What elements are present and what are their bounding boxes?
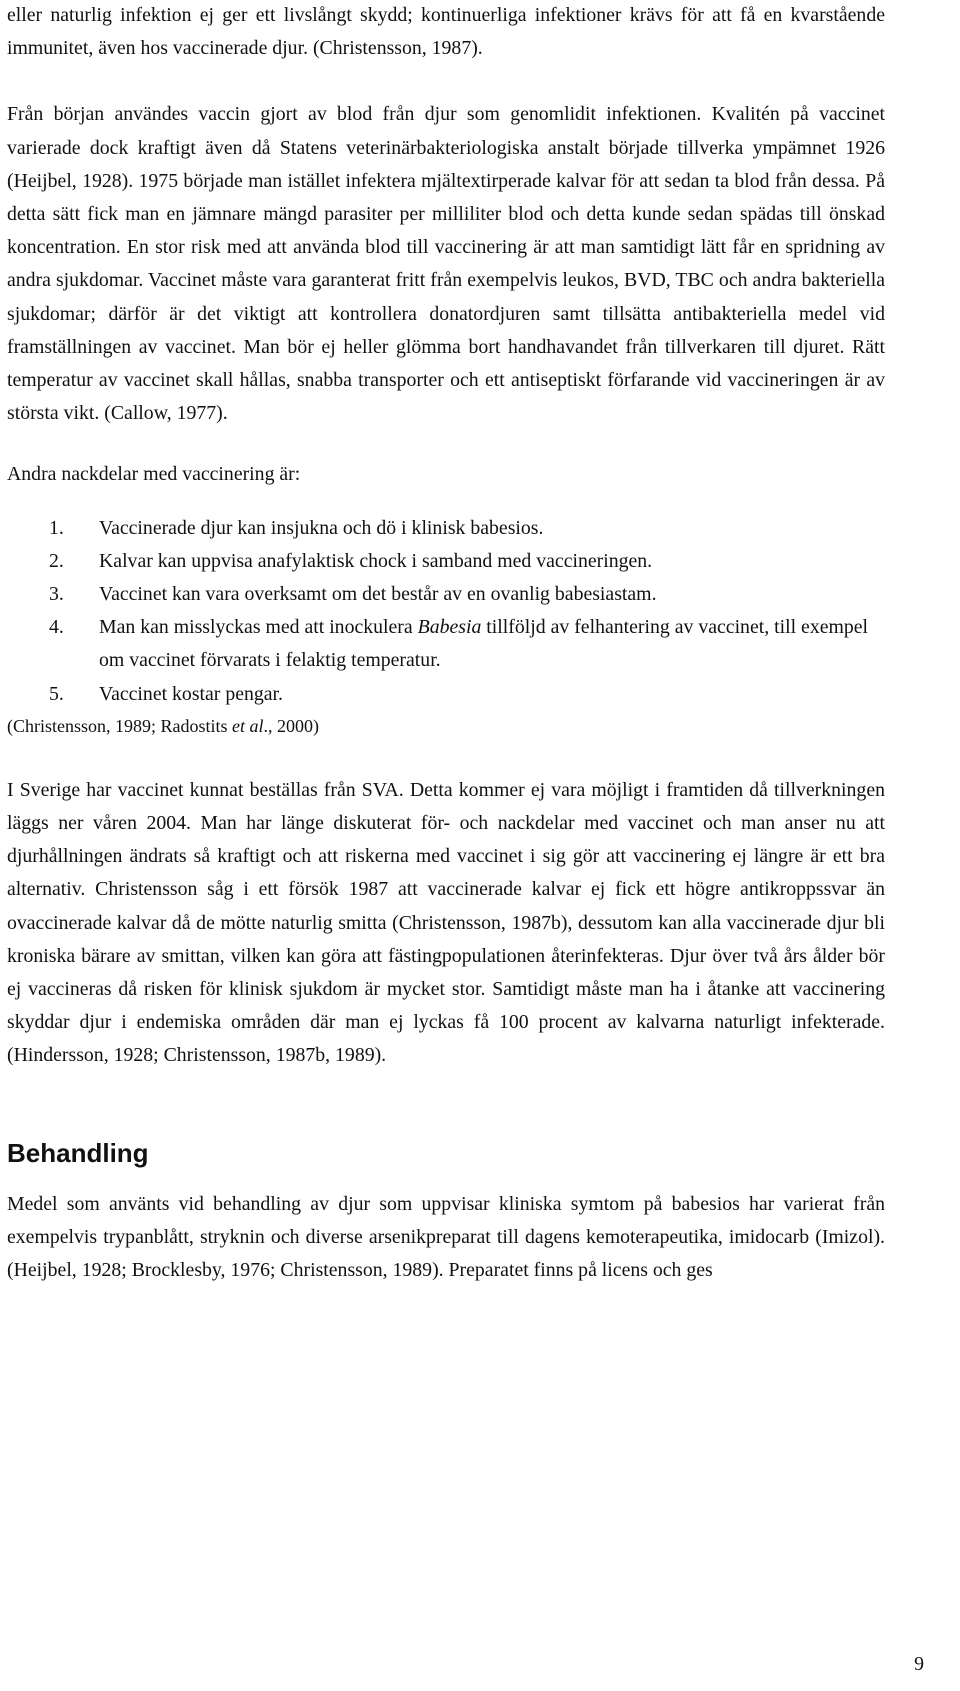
paragraph-vaccine-history xyxy=(7,98,885,430)
list-item-number: 5. xyxy=(49,682,64,705)
list-item-number: 4. xyxy=(49,616,64,639)
list-item-number: 1. xyxy=(49,516,64,539)
list-item-text: Vaccinet kostar pengar. xyxy=(99,682,283,705)
paragraph-immunity: eller naturlig infektion ej ger ett livslångt skydd; kontinuerliga infektioner krävs för att få en kvarstående immunitet, även hos vaccinerade djur. (Christensson, 1987). xyxy=(7,4,885,60)
list-item xyxy=(7,611,885,677)
refs-italic: et al xyxy=(232,715,264,736)
list-item-text-italic: Babesia xyxy=(417,616,482,639)
list-item-text: Kalvar kan uppvisa anafylaktisk chock i samband med vaccineringen. xyxy=(99,549,653,572)
list-item xyxy=(7,578,885,611)
list-item xyxy=(7,545,885,578)
list-item-text: Vaccinet kan vara overksamt om det består av en ovanlig babesiastam. xyxy=(99,583,657,606)
list-item-text: Vaccinerade djur kan insjukna och dö i klinisk babesios. xyxy=(99,516,544,539)
list-item-number: 2. xyxy=(49,549,64,572)
document-page xyxy=(7,0,885,1287)
paragraph-drawbacks-intro: Andra nackdelar med vaccinering är: xyxy=(7,463,301,486)
list-item-number: 3. xyxy=(49,583,64,606)
drawbacks-list xyxy=(7,512,885,711)
list-item xyxy=(7,678,885,711)
paragraph-sweden-vaccine: I Sverige har vaccinet kunnat beställas från SVA. Detta kommer ej vara möjligt i framtiden då tillverkningen läggs ner våren 2004. Man har länge diskuterat för- och nackdelar med vaccinet och man anser nu att djurhållningen ändrats så kraftigt och att riskerna med vaccinet i sig gör att vaccinering ej längre är ett bra alternativ. Christensson såg i ett försök 1987 att vaccinerade kalvar ej fick ett högre antikroppssvar än ovaccinerade kalvar då de mötte naturlig smitta (Christensson, 1987b), dessutom kan alla vaccinerade djur bli kroniska bärare av smittan, vilken kan göra att fästingpopulationen återinfekteras. Djur över två års ålder bör ej vaccineras då risken för klinisk sjukdom är mycket stor. Samtidigt måste man ha i åtanke att vaccinering skyddar djur i endemiska områden där man ej lyckas få 100 procent av kalvarna naturligt infekterade. (Hindersson, 1928; Christensson, 1987b, 1989). xyxy=(7,778,885,1067)
list-references xyxy=(7,711,885,741)
list-item-text-before: Man kan misslyckas med att inockulera xyxy=(99,616,418,639)
refs-before: (Christensson, 1989; Radostits xyxy=(7,715,233,736)
list-item-text-after: tillföljd av felhantering av vaccinet, till exempel om vaccinet förvarats i felaktig temperatur. xyxy=(99,616,869,672)
paragraph-vaccine-history-text: Från början användes vaccin gjort av blod från djur som genomlidit infektionen. Kvalitén på vaccinet varierade dock kraftigt även då Statens veterinärbakteriologiska anstalt började tillverka ympämnet 1926 (Heijbel, 1928). 1975 började man istället infektera mjältextirperade kalvar för att sedan ta blod från dessa. På detta sätt fick man en jämnare mängd parasiter per milliliter blod och detta kunde sedan spädas till önskad koncentration. En stor risk med att använda blod till vaccinering är att man samtidigt lätt får en spridning av andra sjukdomar. Vaccinet måste vara garanterat fritt från exempelvis leukos, BVD, TBC och andra bakteriella sjukdomar; därför är det viktigt att kontrollera donatordjuren samt tillsätta antibakteriella medel vid framställningen av vaccinet. Man bör ej heller glömma bort handhavandet från tillverkaren till djuret. Rätt temperatur av vaccinet skall hållas, snabba transporter och ett antiseptiskt förfarande vid vaccineringen är av största vikt. (Callow, 1977). xyxy=(7,103,885,425)
refs-after: ., 2000) xyxy=(263,715,320,736)
list-item xyxy=(7,512,885,545)
paragraph-treatment: Medel som använts vid behandling av djur som uppvisar kliniska symtom på babesios har varierat från exempelvis trypanblått, stryknin och diverse arsenikpreparat till dagens kemoterapeutika, imidocarb (Imizol). (Heijbel, 1928; Brocklesby, 1976; Christensson, 1989). Preparatet finns på licens och ges xyxy=(7,1192,885,1282)
section-heading: Behandling xyxy=(7,1137,149,1168)
page-number: 9 xyxy=(914,1653,924,1675)
